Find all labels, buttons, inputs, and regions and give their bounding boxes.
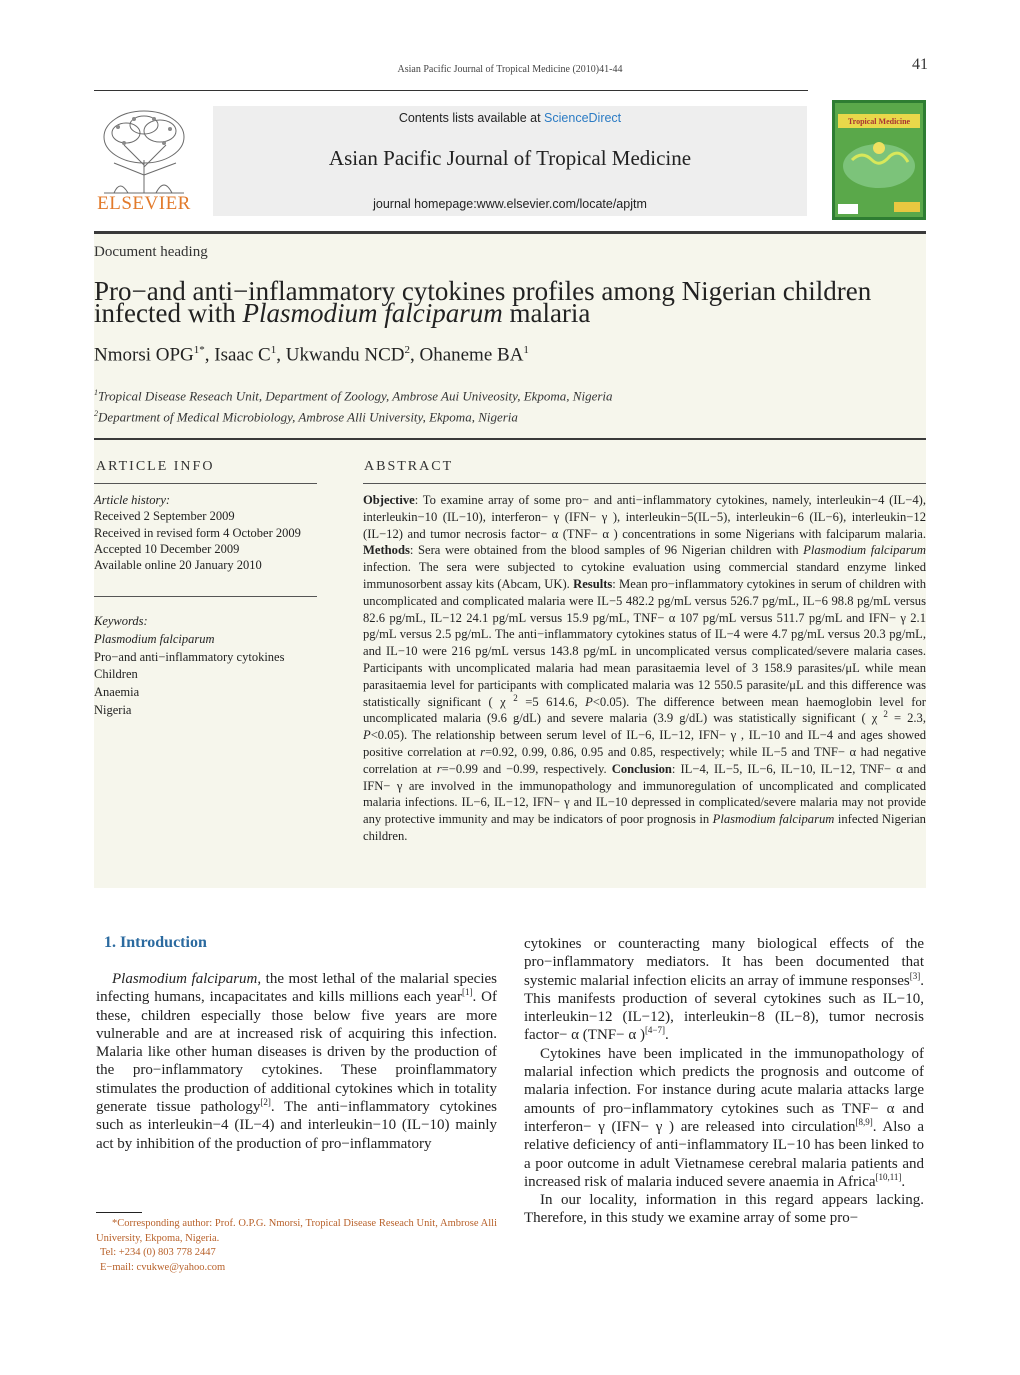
body-column-left bbox=[96, 970, 497, 1153]
objective-label: Objective bbox=[363, 493, 415, 507]
chi-sup: 2 bbox=[883, 709, 888, 720]
paragraph bbox=[524, 1045, 924, 1191]
paragraph-text: . Also a relative deficiency of anti−inflammatory IL−10 has been linked to a poor outcome in adult Vietnamese cerebral malaria patients and increased risk of malaria induced severe anaemia in Africa bbox=[524, 1118, 925, 1190]
running-header: Asian Pacific Journal of Tropical Medicine (2010)41-44 bbox=[397, 64, 623, 75]
paragraph-text: . bbox=[901, 1173, 906, 1190]
keywords-label: Keywords: bbox=[94, 614, 148, 628]
divider bbox=[94, 596, 317, 597]
author-sup: 1 bbox=[270, 344, 277, 356]
keyword: Plasmodium falciparum bbox=[94, 631, 215, 646]
keyword: Anaemia bbox=[94, 685, 140, 700]
keyword: Pro−and anti−inflammatory cytokines bbox=[94, 649, 285, 664]
history-received: Received 2 September 2009 bbox=[94, 509, 235, 524]
title-line-1: Pro−and anti−inflammatory cytokines profiles among Nigerian children bbox=[94, 276, 872, 306]
author-sup: 1 bbox=[523, 344, 529, 356]
title-panel bbox=[94, 234, 926, 438]
abstract-text: = 2.3, bbox=[887, 711, 926, 726]
author-sup: 1* bbox=[193, 344, 205, 356]
affiliation-sup: 1 bbox=[94, 388, 98, 397]
footnote-rule bbox=[96, 1212, 142, 1213]
contents-prefix: Contents lists available at bbox=[398, 111, 545, 125]
author-name: Ukwandu NCD bbox=[285, 344, 405, 366]
introduction-heading: 1. Introduction bbox=[104, 934, 207, 951]
paragraph bbox=[524, 935, 924, 1045]
author-name: Nmorsi OPG bbox=[94, 344, 194, 366]
abstract-heading: ABSTRACT bbox=[364, 459, 454, 474]
p-symbol: P bbox=[363, 728, 371, 743]
article-title bbox=[94, 276, 934, 328]
author-sup: 2 bbox=[404, 344, 410, 356]
abstract-text: : Sera were obtained from the blood samples of 96 Nigerian children with bbox=[409, 543, 804, 558]
corresponding-author-footnote bbox=[96, 1217, 497, 1275]
citation[interactable]: [10,11] bbox=[875, 1171, 902, 1182]
affiliation-1 bbox=[94, 388, 613, 404]
affiliation-sup: 2 bbox=[94, 409, 98, 418]
article-info-heading: ARTICLE INFO bbox=[96, 459, 215, 474]
paragraph-text: . Of these, children especially those below five years are more vulnerable and are at increased risk of acquiring this infection. Malaria like other human diseases is driven by the production of the pro−inflammatory cytokines. These proinflammatory stimulates the production of additional cytokines which in totality generate tissue pathology bbox=[96, 989, 498, 1116]
footnote-email[interactable]: E−mail: cvukwe@yahoo.com bbox=[100, 1261, 226, 1273]
article-history bbox=[94, 492, 301, 573]
elsevier-wordmark: ELSEVIER bbox=[97, 193, 191, 214]
paragraph-text: . The anti−inflammatory cytokines such as interleukin−4 (IL−4) and interleukin−10 (IL−10) mainly act by inhibition of the production of pro−inflammatory bbox=[96, 1099, 497, 1152]
species-name: Plasmodium falciparum bbox=[112, 971, 258, 987]
keyword: Nigeria bbox=[94, 702, 132, 717]
title-part: infected with bbox=[94, 298, 243, 328]
header-rule bbox=[94, 90, 808, 91]
citation[interactable]: [1] bbox=[461, 987, 473, 998]
citation[interactable]: [8,9] bbox=[855, 1116, 873, 1127]
contents-available bbox=[213, 111, 807, 125]
title-species: Plasmodium falciparum bbox=[242, 298, 503, 328]
sciencedirect-link[interactable]: ScienceDirect bbox=[544, 111, 622, 125]
footnote-tel: Tel: +234 (0) 803 778 2447 bbox=[100, 1247, 216, 1258]
affiliation-2 bbox=[94, 409, 518, 425]
r-symbol: r bbox=[436, 761, 442, 776]
footnote-text: *Corresponding author: Prof. O.P.G. Nmorsi, Tropical Disease Reseach Unit, Ambrose Alli University, Ekpoma, Nigeria. bbox=[96, 1218, 497, 1244]
author-name: Isaac C bbox=[214, 344, 271, 366]
abstract-text: <0.05). The relationship between serum level of IL−6, IL−12, IFN− γ , IL−10 and IL−4 and ages showed positive correlation at bbox=[363, 728, 926, 759]
citation[interactable]: [2] bbox=[260, 1097, 271, 1108]
p-symbol: P bbox=[585, 694, 593, 709]
conclusion-label: Conclusion bbox=[611, 761, 672, 776]
paragraph: In our locality, information in this regard appears lacking. Therefore, in this study we examine array of some pro− bbox=[524, 1192, 924, 1227]
history-label: Article history: bbox=[94, 493, 171, 507]
affiliation-text: Department of Medical Microbiology, Ambrose Alli University, Ekpoma, Nigeria bbox=[98, 409, 518, 425]
abstract-text: =5 614.6, bbox=[517, 694, 586, 709]
abstract-body bbox=[363, 492, 926, 845]
abstract-species: Plasmodium falciparum bbox=[712, 812, 835, 827]
journal-homepage[interactable]: journal homepage:www.elsevier.com/locate/apjtm bbox=[373, 197, 647, 211]
chi-sup: 2 bbox=[513, 692, 518, 703]
methods-label: Methods bbox=[363, 543, 410, 558]
citation[interactable]: [3] bbox=[909, 970, 921, 981]
page-number: 41 bbox=[912, 56, 928, 73]
journal-title: Asian Pacific Journal of Tropical Medicine bbox=[328, 146, 692, 170]
history-accepted: Accepted 10 December 2009 bbox=[94, 541, 240, 556]
abstract-text: =0.92, 0.99, 0.86, 0.95 and 0.85, respectively; while IL−5 and TNF− α had negative correlation at bbox=[363, 744, 926, 776]
citation[interactable]: [4−7] bbox=[644, 1025, 666, 1036]
divider bbox=[94, 483, 317, 484]
keyword: Children bbox=[94, 667, 138, 682]
paragraph-text: Cytokines have been implicated in the immunopathology of malarial infection which predicts the prognosis and outcome of malaria infection. For instance during acute malaria attacks large amounts of pro−inflammatory cytokines such as TNF− α and interferon− γ (IFN− γ ) are released into circulation bbox=[524, 1045, 924, 1135]
title-part: malaria bbox=[502, 298, 591, 328]
author-list: Nmorsi $OPG^{1*}$, Isaac $C^1$, Ukwandu NCD$^2$, Ohaneme $BA^1$ bbox=[94, 344, 529, 366]
paragraph-text: . This manifests production of several cytokines such as IL−10, interleukin−12 (IL−12), interleukin−8 (IL−8), tumor necrosis factor− α (TNF− α ) bbox=[524, 972, 924, 1044]
abstract-text: =−0.99 and −0.99, respectively. bbox=[441, 761, 612, 776]
cover-title-text: Tropical Medicine bbox=[847, 117, 911, 126]
document-heading: Document heading bbox=[94, 244, 208, 260]
abstract-text: : To examine array of some pro− and anti−inflammatory cytokines, namely, interleukin−4 (IL−4), interleukin−10 (IL−10), interferon− γ (IFN− γ ), interleukin−5(IL−5), interleukin−6 (IL−6), interleukin−12 (IL−12) and tumor necrosis factor− α (TNF− α ) concentrations in some Nigerians with falciparum malaria. bbox=[363, 493, 926, 541]
abstract-species: Plasmodium falciparum bbox=[803, 543, 926, 558]
r-symbol: r bbox=[480, 744, 486, 759]
divider bbox=[363, 483, 926, 484]
author-name: Ohaneme BA bbox=[419, 344, 524, 366]
paragraph-text: . bbox=[665, 1027, 669, 1044]
abstract-text: : IL−4, IL−5, IL−6, IL−10, IL−12, TNF− α and IFN− γ are involved in the immunopathology and immunoregulation of uncomplicated and complicated malaria infections. IL−6, IL−12, IFN− γ and IL−10 depressed in complicated/severe malaria may not provide any protective immunity and may be indicators of poor prognosis in bbox=[363, 761, 927, 827]
history-online: Available online 20 January 2010 bbox=[94, 558, 262, 573]
abstract-text: infection. The sera were subjected to cytokine evaluation using commercial standard enzyme linked immunosorbent assay kits (Abcam, UK). bbox=[363, 560, 926, 591]
abstract-text: : Mean pro−inflammatory cytokines in serum of children with uncomplicated and complicated malaria were IL−5 482.2 pg/mL versus 526.7 pg/mL, IL−6 98.8 pg/mL versus 82.6 pg/mL, IL−12 24.1 pg/mL versus 15.9 pg/mL, TNF− α 107 pg/mL versus 511.7 pg/mL and IFN− γ 2.1 pg/mL versus 2.5 pg/mL. The anti−inflammatory cytokines status of IL−4 were 4.7 pg/mL versus 20.3 pg/mL, and IL−10 were 216 pg/mL versus 143.8 pg/mL in uncomplicated versus complicated/severe malaria cases. Participants with uncomplicated malaria had mean parasitaemia level of 3 158.9 parasites/μL while mean parasitaemia level for participants with complicated malaria was 12 550.5 parasite/μL and this difference was statistically significant ( χ bbox=[363, 576, 927, 709]
keywords bbox=[94, 613, 284, 720]
abstract-text: infected Nigerian children. bbox=[363, 812, 926, 843]
body-column-right bbox=[524, 935, 924, 1228]
abstract-text: <0.05). The difference between mean haemoglobin level for uncomplicated malaria (9.6 g/dL) and severe malaria (3.9 g/dL) was statistically significant ( χ bbox=[363, 694, 926, 726]
paragraph-text: cytokines or counteracting many biological effects of the pro−inflammatory mediators. It has been documented that systemic malarial infection elicits an array of immune responses bbox=[524, 936, 924, 989]
paragraph-text: , the most lethal of the malarial species infecting humans, incapacitates and kills millions each year bbox=[96, 971, 497, 1006]
history-revised: Received in revised form 4 October 2009 bbox=[94, 525, 301, 540]
affiliation-text: Tropical Disease Reseach Unit, Department of Zoology, Ambrose Aui Univeosity, Ekpoma, Nigeria bbox=[98, 388, 613, 404]
paragraph bbox=[96, 970, 497, 1153]
journal-cover-image bbox=[832, 100, 926, 220]
results-label: Results bbox=[573, 576, 613, 591]
